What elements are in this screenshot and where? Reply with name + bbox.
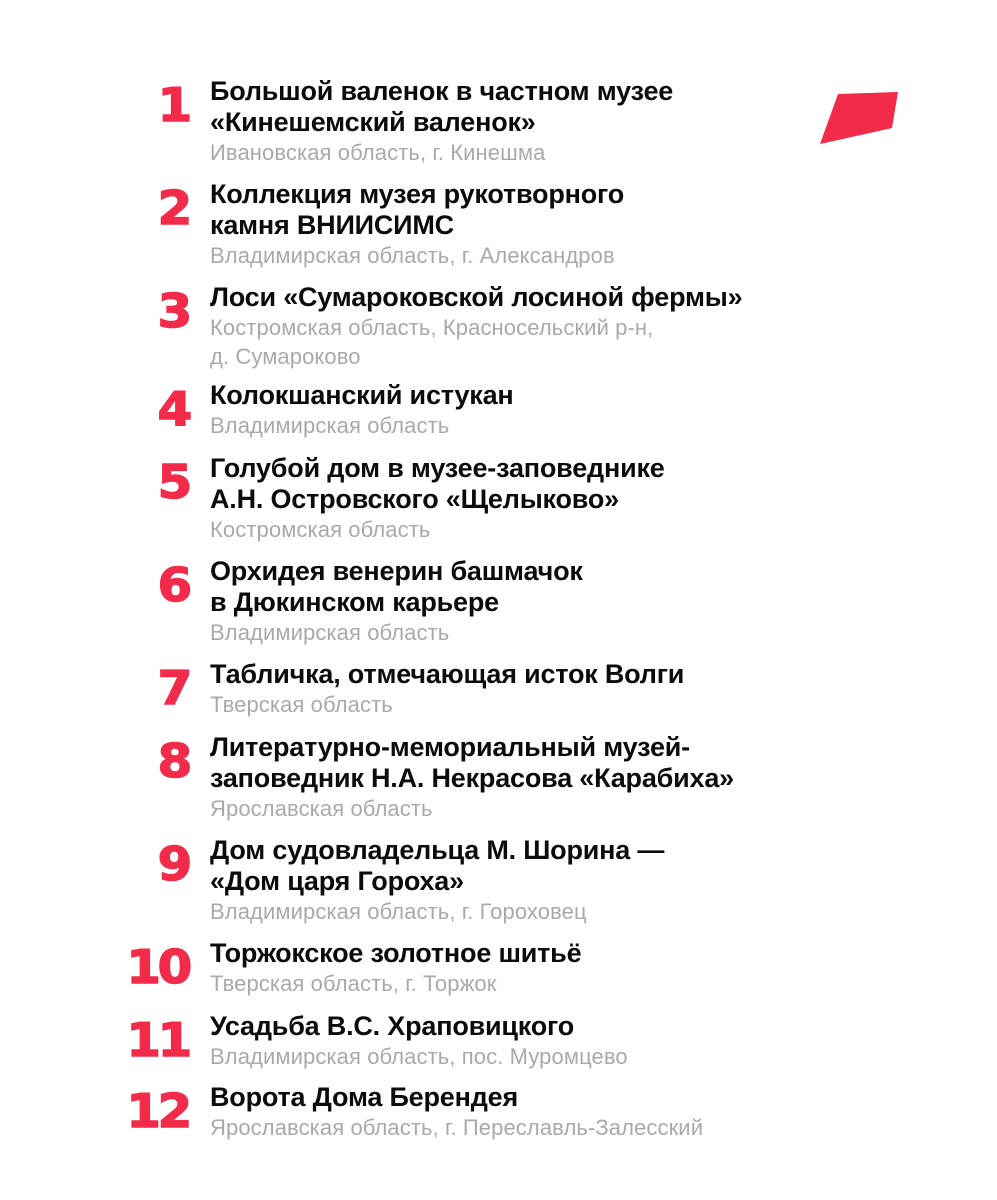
item-title-line: Усадьба В.С. Храповицкого xyxy=(210,1011,575,1041)
item-number: 7 xyxy=(157,661,189,715)
item-text xyxy=(210,732,930,823)
item-location-line: Владимирская область xyxy=(210,620,450,645)
item-title-line: в Дюкинском карьере xyxy=(210,587,499,617)
item-title-line: «Кинешемский валенок» xyxy=(210,107,536,137)
item-location-line: Тверская область, г. Торжок xyxy=(210,971,497,996)
item-text xyxy=(210,659,930,719)
item-text xyxy=(210,380,930,440)
item-text xyxy=(210,1011,930,1071)
item-title-line: Торжокское золотное шитьё xyxy=(210,938,582,968)
item-location-line: д. Сумароково xyxy=(210,344,361,369)
item-text xyxy=(210,1082,930,1142)
item-title-line: Дом судовладельца М. Шорина — xyxy=(210,835,665,865)
item-title-line: Голубой дом в музее-заповеднике xyxy=(210,453,665,483)
item-location-line: Тверская область xyxy=(210,692,393,717)
item-title-line: Литературно-мемориальный музей- xyxy=(210,732,690,762)
item-location-line: Ивановская область, г. Кинешма xyxy=(210,140,546,165)
item-location-line: Костромская область, Красносельский р-н, xyxy=(210,315,654,340)
item-location-line: Ярославская область, г. Переславль-Залесский xyxy=(210,1115,704,1140)
item-text xyxy=(210,938,930,998)
item-number: 8 xyxy=(157,734,189,788)
item-title-line: Коллекция музея рукотворного xyxy=(210,179,625,209)
item-number: 10 xyxy=(126,940,189,994)
item-title-line: Лоси «Сумароковской лосиной фермы» xyxy=(210,282,743,312)
item-location-line: Ярославская область xyxy=(210,796,433,821)
item-number: 6 xyxy=(157,558,189,612)
item-number: 3 xyxy=(157,284,189,338)
item-location-line: Владимирская область, г. Александров xyxy=(210,243,615,268)
item-title-line: камня ВНИИСИМС xyxy=(210,210,454,240)
item-number: 5 xyxy=(157,455,189,509)
item-number: 4 xyxy=(157,382,189,436)
item-text xyxy=(210,282,930,371)
item-text xyxy=(210,179,930,270)
item-number: 9 xyxy=(157,837,189,891)
item-text xyxy=(210,76,930,167)
item-number: 11 xyxy=(126,1013,189,1067)
item-title-line: А.Н. Островского «Щелыково» xyxy=(210,484,619,514)
item-location-line: Владимирская область, г. Гороховец xyxy=(210,899,587,924)
item-title-line: заповедник Н.А. Некрасова «Карабиха» xyxy=(210,763,734,793)
item-title-line: «Дом царя Гороха» xyxy=(210,866,464,896)
item-location-line: Костромская область xyxy=(210,517,431,542)
item-text xyxy=(210,453,930,544)
item-text xyxy=(210,835,930,926)
item-number: 2 xyxy=(157,181,189,235)
item-location-line: Владимирская область xyxy=(210,413,450,438)
item-title-line: Орхидея венерин башмачок xyxy=(210,556,583,586)
item-title-line: Ворота Дома Берендея xyxy=(210,1082,519,1112)
item-number: 12 xyxy=(126,1084,189,1138)
item-text xyxy=(210,556,930,647)
item-title-line: Большой валенок в частном музее xyxy=(210,76,674,106)
item-title-line: Колокшанский истукан xyxy=(210,380,514,410)
item-number: 1 xyxy=(157,78,189,132)
item-location-line: Владимирская область, пос. Муромцево xyxy=(210,1044,628,1069)
item-title-line: Табличка, отмечающая исток Волги xyxy=(210,659,685,689)
